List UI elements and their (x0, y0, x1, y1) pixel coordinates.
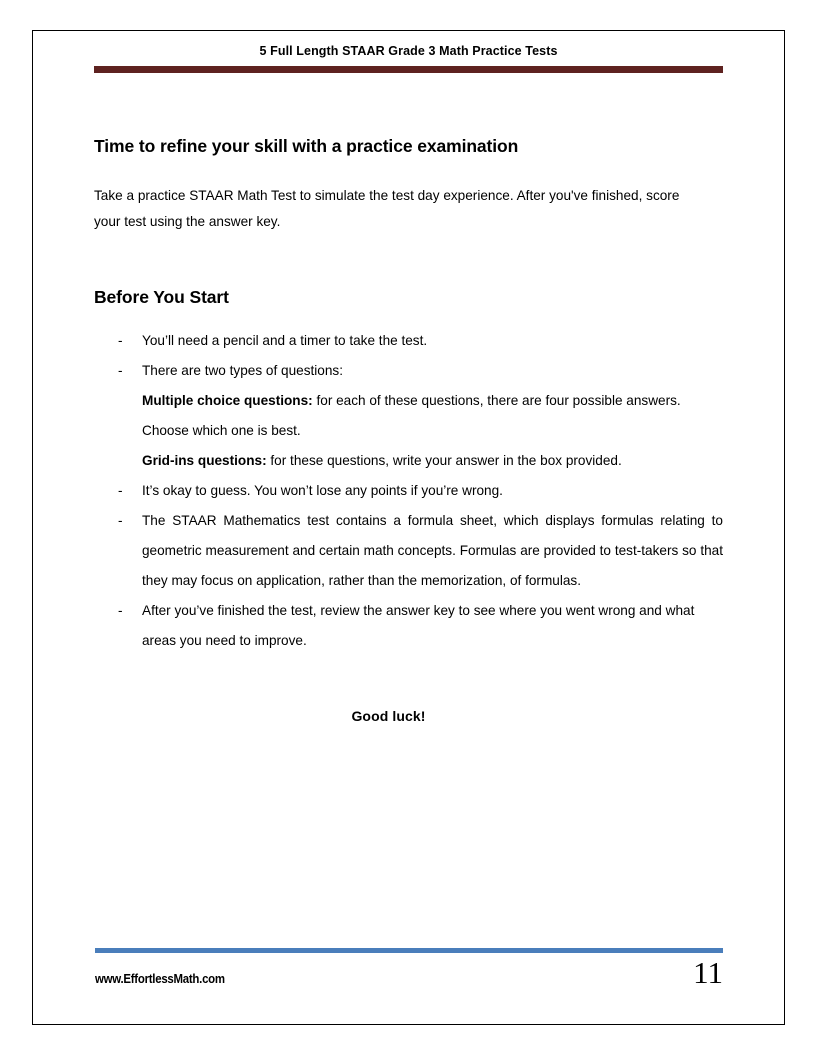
question-type-description: for these questions, write your answer in the box provided. (266, 453, 622, 468)
bullet-dash-icon: - (118, 603, 123, 618)
footer-rule (95, 948, 723, 953)
question-type-grid-ins (94, 446, 723, 476)
question-type-label: Grid-ins questions: (142, 453, 267, 468)
page-header (94, 44, 723, 73)
list-item-text: There are two types of questions: (142, 363, 343, 378)
list-item (94, 506, 723, 596)
list-item-text: It’s okay to guess. You won’t lose any points if you’re wrong. (142, 483, 503, 498)
list-item (94, 326, 723, 356)
list-item-text: After you’ve finished the test, review the answer key to see where you went wrong and what areas you need to improve. (142, 603, 695, 648)
before-you-start-heading: Before You Start (94, 287, 229, 307)
page-title: Time to refine your skill with a practice examination (94, 136, 519, 156)
list-item (94, 596, 723, 656)
bullet-dash-icon: - (118, 513, 123, 528)
list-item-text: The STAAR Mathematics test contains a formula sheet, which displays formulas relating to geometric measurement and certain math concepts. Formulas are provided to test-takers so that they may focus on application, rather than the memorization, of formulas. (142, 513, 723, 588)
page-content (94, 136, 723, 724)
question-type-label: Multiple choice questions: (142, 393, 313, 408)
question-type-description: for each of these questions, there are four possible answers. Choose which one is best. (142, 393, 681, 438)
question-type-multiple-choice (94, 386, 723, 446)
intro-paragraph: Take a practice STAAR Math Test to simulate the test day experience. After you've finished, score your test using the answer key. (94, 188, 680, 229)
closing-message: Good luck! (351, 708, 426, 724)
footer-website-url[interactable]: www.EffortlessMath.com (95, 971, 225, 986)
header-rule (94, 66, 723, 73)
list-item-text: You’ll need a pencil and a timer to take the test. (142, 333, 428, 348)
page-number: 11 (693, 955, 723, 990)
list-item (94, 476, 723, 506)
instruction-list (94, 326, 723, 656)
page-footer (95, 948, 723, 1005)
bullet-dash-icon: - (118, 363, 123, 378)
bullet-dash-icon: - (118, 483, 123, 498)
list-item (94, 356, 723, 386)
bullet-dash-icon: - (118, 333, 123, 348)
header-title: 5 Full Length STAAR Grade 3 Math Practice Tests (259, 44, 558, 58)
